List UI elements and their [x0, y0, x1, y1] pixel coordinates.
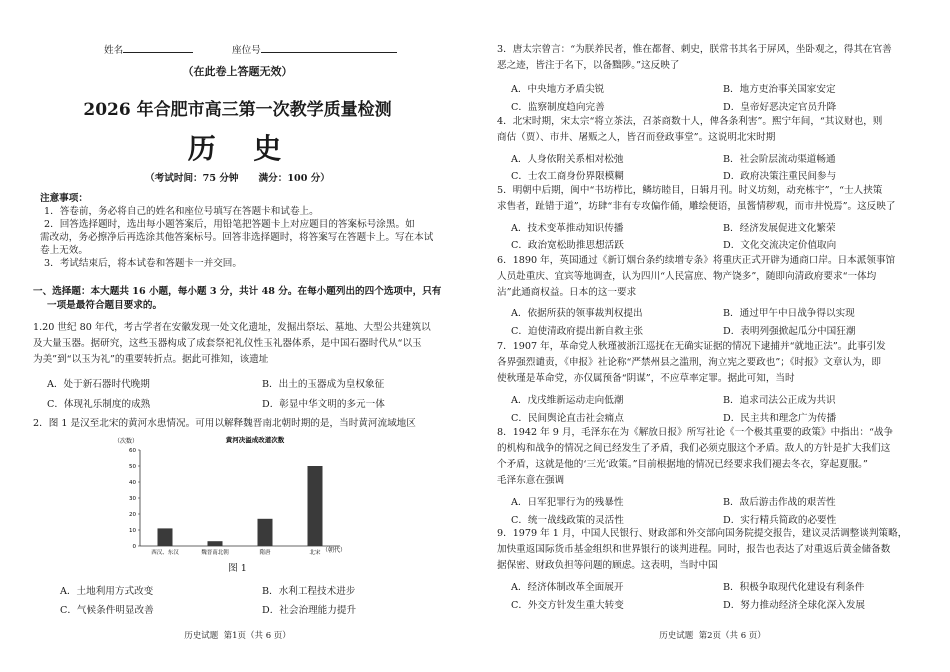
exam-info: （考试时间：75 分钟 满分：100 分） [145, 173, 330, 184]
chart-xlabel: （朝代） [322, 547, 347, 554]
q8-option-a: A．日军犯罪行为的残暴性 [511, 497, 624, 508]
q4-line: 4．北宋时期，宋太宗“将立茶法，召茶商数十人，俾各条利害”。熙宁年间，“其议财也，则 [497, 116, 883, 127]
note-line: 2．回答选择题时，选出每小题答案后，用铅笔把答题卡上对应题目的答案标号涂黑。如 [44, 219, 415, 230]
q2-option-d: D．社会治理能力提升 [262, 605, 357, 616]
q4-line: 商估（贾）、市井、屠贩之人，皆召而登政事堂”。这说明北宋时期 [497, 132, 776, 143]
q2-option-c: C．气候条件明显改善 [60, 605, 154, 616]
q6-option-d: D．表明列强掀起瓜分中国狂潮 [723, 326, 856, 337]
q8-line: 个矛盾，这就是他的‘三光’政策。”目前根据地的情况已经要求我们褪去冬衣，穿起夏服。” [497, 459, 868, 470]
q2-line: 2．图 1 是汉至北宋的黄河水患情况。可用以解释魏晋南北朝时期的是，当时黄河流域地区 [33, 418, 416, 429]
chart-title: 黄河决溢成改道次数 [225, 436, 285, 444]
note-line: 3．考试结束后，将本试卷和答题卡一并交回。 [44, 258, 242, 269]
x-category-label: 隋唐 [259, 550, 271, 556]
invalid-note: （在此卷上答题无效） [182, 65, 293, 78]
q5-option-a: A．技术变革推动知识传播 [511, 223, 624, 234]
q1-line: 为美”到“以玉为礼”的重要转折点。据此可推知，该遗址 [33, 354, 269, 365]
page-footer: 历史试题 第2页（共 6 页） [659, 631, 766, 641]
q7-option-c: C．民间舆论直击社会痛点 [511, 413, 624, 424]
y-tick-label: 20 [129, 512, 136, 518]
q5-option-c: C．政治宽松助推思想活跃 [511, 240, 624, 251]
q4-option-c: C．士农工商身份界限模糊 [511, 171, 624, 182]
q7-line: 使秋瑾是革命党，亦仅属预备“阴谋”，不应草率定罪。据此可知，当时 [497, 373, 795, 384]
section-heading: 一、选择题：本大题共 16 小题，每小题 3 分，共计 48 分。在每小题列出的四个选项中，只有 [33, 286, 442, 297]
q3-line: 3．唐太宗曾言：“为朕养民者，惟在都督、刺史，朕常书其名于屏风，坐卧观之，得其在官善 [497, 44, 892, 55]
q4-option-d: D．政府决策注重民间参与 [723, 171, 837, 182]
seat-blank [261, 41, 397, 53]
q5-option-b: B．经济发展促进文化繁荣 [723, 223, 836, 234]
q2-option-a: A．土地利用方式改变 [60, 586, 154, 597]
q7-option-b: B．追求司法公正成为共识 [723, 395, 836, 406]
exam-title: 2026 年合肥市高三第一次教学质量检测 [83, 100, 392, 120]
page-footer: 历史试题 第1页（共 6 页） [184, 631, 291, 641]
q8-option-d: D．实行精兵简政的必要性 [723, 515, 837, 526]
q3-option-c: C．监察制度趋向完善 [511, 102, 605, 113]
q7-option-a: A．戊戌维新运动走向低潮 [511, 395, 624, 406]
q8-line: 的机构和战争的情况之间已经发生了矛盾，我们必须克服这个矛盾。敌人的方针是扩大我们这 [497, 443, 891, 454]
q9-line: 9．1979 年 1 月，中国人民银行、财政部和外交部向国务院提交报告，建议灵活调整谈判策略， [497, 528, 908, 539]
q6-option-a: A．依据所获的领事裁判权提出 [511, 308, 643, 319]
flood-chart [110, 430, 360, 560]
seat-field [232, 41, 397, 58]
name-label: 姓名 [104, 45, 124, 56]
y-tick-label: 0 [132, 544, 136, 550]
q1-option-c: C．体现礼乐制度的成熟 [47, 399, 151, 410]
bar [158, 528, 173, 546]
q3-line: 恶之迹，皆注于名下，以备黜陟。”这反映了 [497, 60, 680, 71]
q1-line: 1.20 世纪 80 年代，考古学者在安徽发现一处文化遗址，发掘出祭坛、墓地、大型公共建筑以 [33, 322, 431, 333]
q7-line: 7．1907 年，革命党人秋瑾被浙江巡抚在无确实证据的情况下逮捕并“就地正法”。此事引发 [497, 341, 886, 352]
q9-line: 据保密、财政负担等问题的顾虑。这表明，当时中国 [497, 560, 718, 571]
figure-caption: 图 1 [228, 563, 247, 574]
q6-option-b: B．通过甲午中日战争得以实现 [723, 308, 855, 319]
q9-option-b: B．积极争取现代化建设有利条件 [723, 582, 865, 593]
q1-line: 及大量玉器。据研究，这些玉器构成了成套祭祀礼仪性玉礼器体系，是中国石器时代从“以玉 [33, 338, 422, 349]
note-line: 卷上无效。 [40, 245, 88, 256]
chart-ylabel: （次数） [114, 438, 139, 445]
bar [208, 541, 223, 546]
x-category-label: 魏晋南北朝 [201, 550, 229, 556]
q1-option-d: D．彰显中华文明的多元一体 [262, 399, 385, 410]
section-heading-cont: 一项是最符合题目要求的。 [47, 300, 163, 311]
q9-option-c: C．外交方针发生重大转变 [511, 600, 624, 611]
q5-line: 求售者，趾错于道”，坊肆“非有专攻偏作俑，雕绘便语，虽酱情秽观，而市井悦焉”。这反映了 [497, 201, 896, 212]
note-line: 1．答卷前，务必将自己的姓名和座位号填写在答题卡和试卷上。 [44, 206, 319, 217]
subject-title: 历 史 [187, 132, 288, 165]
q4-option-a: A．人身依附关系相对松弛 [511, 154, 624, 165]
y-tick-label: 50 [129, 464, 136, 470]
q6-line: 6．1890 年，英国通过《新订烟台条约续增专条》将重庆正式开辟为通商口岸。日本派领事馆 [497, 255, 896, 266]
bar [258, 519, 273, 546]
q6-option-c: C．迫使清政府提出新自救主张 [511, 326, 644, 337]
notes-title: 注意事项： [40, 193, 88, 204]
seat-label: 座位号 [232, 45, 261, 56]
q1-option-b: B．出土的玉器成为皇权象征 [262, 379, 385, 390]
q8-line: 毛泽东意在强调 [497, 475, 565, 486]
x-category-label: 西汉、东汉 [151, 550, 179, 556]
y-tick-label: 30 [129, 496, 136, 502]
q6-line: 沾”此通商权益。日本的这一要求 [497, 287, 637, 298]
q8-option-c: C．统一战线政策的灵活性 [511, 515, 624, 526]
q2-option-b: B．水利工程技术进步 [262, 586, 356, 597]
y-tick-label: 40 [129, 480, 136, 486]
x-category-label: 北宋 [309, 550, 321, 556]
q9-option-a: A．经济体制改革全面展开 [511, 582, 624, 593]
note-line: 需改动，务必擦净后再选涂其他答案标号。回答非选择题时，将答案写在答题卡上。写在本试 [40, 232, 434, 243]
q9-line: 加快重返国际货币基金组织和世界银行的谈判进程。同时，报告也表达了对重返后黄金储备数 [497, 544, 891, 555]
exam-page-2 [475, 0, 950, 672]
q5-line: 5．明朝中后期，闽中“书坊栉比，鳞坊睦目，日辑月刊。时义坊刻，动充栋宇”，“士人挟策 [497, 185, 883, 196]
y-tick-label: 10 [129, 528, 136, 534]
q7-line: 各界强烈谴责，《申报》社论称“严禁州县之滥刑，洵立宪之要政也”；《时报》文章认为，即 [497, 357, 881, 368]
q1-option-a: A．处于新石器时代晚期 [47, 379, 150, 390]
q6-line: 人员赴重庆、宜宾等地调查，认为四川“人民富庶、物产饶多”，随即向清政府要求“一体均 [497, 271, 877, 282]
name-blank [123, 41, 193, 53]
q5-option-d: D．文化交流决定价值取向 [723, 240, 837, 251]
q3-option-d: D．皇帝好恶决定官员升降 [723, 102, 837, 113]
q8-line: 8．1942 年 9 月，毛泽东在为《解放日报》所写社论《一个极其重要的政策》中指出：“战争 [497, 427, 894, 438]
bar [308, 466, 323, 546]
name-field [104, 41, 193, 58]
q9-option-d: D．努力推动经济全球化深入发展 [723, 600, 866, 611]
q3-option-b: B．地方吏治事关国家安定 [723, 84, 836, 95]
q4-option-b: B．社会阶层流动渠道畅通 [723, 154, 836, 165]
q8-option-b: B．敌后游击作战的艰苦性 [723, 497, 836, 508]
y-tick-label: 60 [129, 448, 136, 454]
q3-option-a: A．中央地方矛盾尖锐 [511, 84, 605, 95]
q7-option-d: D．民主共和理念广为传播 [723, 413, 837, 424]
